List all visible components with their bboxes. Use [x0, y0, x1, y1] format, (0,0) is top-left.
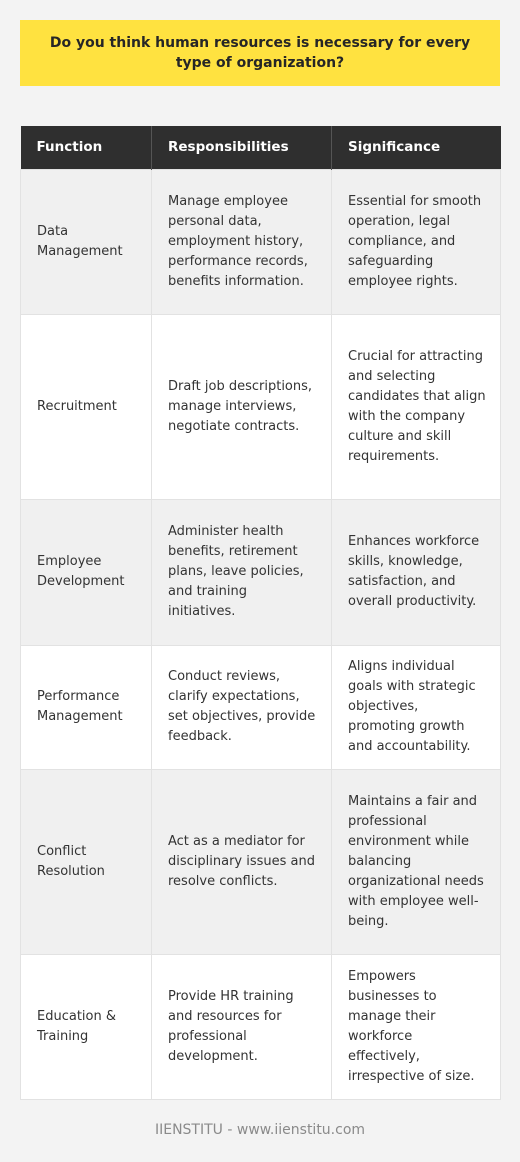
header-function: Function — [21, 126, 152, 169]
cell-significance: Enhances workforce skills, knowledge, satisfaction, and overall productivity. — [332, 499, 501, 645]
cell-significance: Aligns individual goals with strategic objectives, promoting growth and accountability. — [332, 645, 501, 769]
cell-responsibilities: Administer health benefits, retirement plans, leave policies, and training initiatives. — [152, 499, 332, 645]
table-row — [21, 645, 501, 769]
cell-function: Conflict Resolution — [21, 769, 152, 954]
title-banner — [20, 20, 500, 86]
footer-credit: IIENSTITU - www.iienstitu.com — [154, 1122, 366, 1138]
table-row — [21, 769, 501, 954]
hr-functions-table — [20, 126, 501, 1100]
cell-significance: Empowers businesses to manage their workforce effectively, irrespective of size. — [332, 954, 501, 1099]
header-significance: Significance — [332, 126, 501, 169]
cell-function: Employee Development — [21, 499, 152, 645]
table-row — [21, 954, 501, 1099]
cell-responsibilities: Provide HR training and resources for professional development. — [152, 954, 332, 1099]
cell-responsibilities: Act as a mediator for disciplinary issues and resolve conflicts. — [152, 769, 332, 954]
table-header-row — [21, 126, 501, 169]
cell-function: Data Management — [21, 169, 152, 314]
table-row — [21, 314, 501, 499]
table-row — [21, 499, 501, 645]
cell-function: Performance Management — [21, 645, 152, 769]
cell-significance: Crucial for attracting and selecting candidates that align with the company culture and skill requirements. — [332, 314, 501, 499]
header-responsibilities: Responsibilities — [152, 126, 332, 169]
cell-function: Education & Training — [21, 954, 152, 1099]
page-title: Do you think human resources is necessary for every type of organization? — [49, 35, 471, 71]
cell-responsibilities: Draft job descriptions, manage interviews, negotiate contracts. — [152, 314, 332, 499]
cell-significance: Maintains a fair and professional environment while balancing organizational needs with employee well-being. — [332, 769, 501, 954]
cell-responsibilities: Conduct reviews, clarify expectations, set objectives, provide feedback. — [152, 645, 332, 769]
cell-significance: Essential for smooth operation, legal compliance, and safeguarding employee rights. — [332, 169, 501, 314]
cell-function: Recruitment — [21, 314, 152, 499]
cell-responsibilities: Manage employee personal data, employment history, performance records, benefits information. — [152, 169, 332, 314]
table-row — [21, 169, 501, 314]
